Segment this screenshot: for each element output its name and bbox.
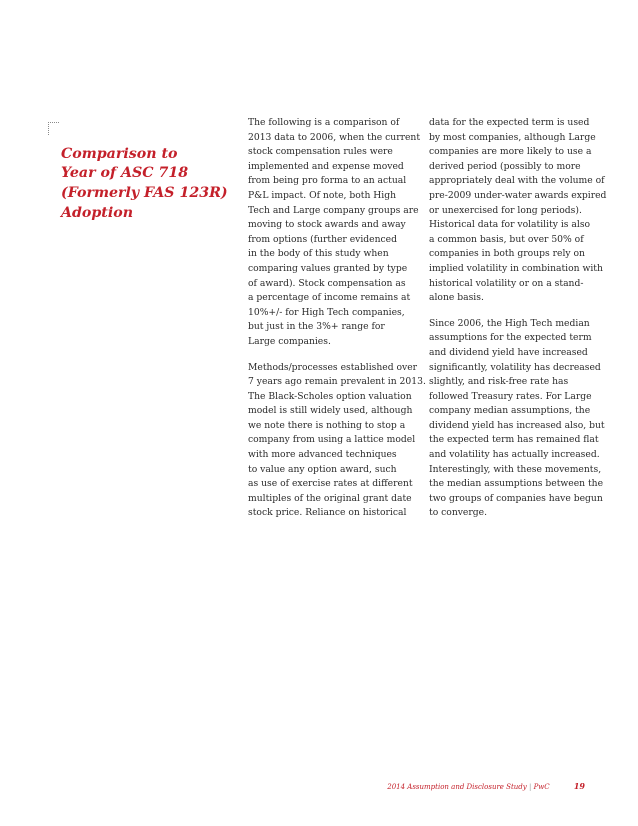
text-line: two groups of companies have begun: [429, 492, 603, 504]
body-column-left: [248, 116, 426, 532]
section-heading-line: Adoption: [61, 204, 134, 221]
text-line: stock price. Reliance on historical: [248, 507, 407, 519]
page-footer: [387, 781, 585, 791]
text-line: implemented and expense moved: [248, 160, 404, 172]
text-line: or unexercised for long periods).: [429, 204, 582, 216]
section-heading-line: (Formerly FAS 123R): [61, 184, 228, 201]
section-heading-line: Comparison to: [61, 145, 178, 162]
text-line: Since 2006, the High Tech median: [429, 317, 590, 329]
body-paragraph: [248, 361, 426, 522]
text-line: and dividend yield have increased: [429, 346, 588, 358]
text-line: slightly, and risk-free rate has: [429, 376, 569, 388]
body-paragraph: [429, 317, 605, 521]
text-line: Tech and Large company groups are: [248, 204, 419, 216]
text-line: moving to stock awards and away: [248, 219, 406, 231]
body-column-right: [429, 116, 605, 532]
text-line: data for the expected term is used: [429, 117, 590, 128]
text-line: comparing values granted by type: [248, 262, 408, 274]
section-heading-line: Year of ASC 718: [61, 165, 189, 182]
text-line: of award). Stock compensation as: [248, 277, 406, 289]
text-line: in the body of this study when: [248, 248, 389, 260]
text-line: alone basis.: [429, 292, 484, 304]
text-line: we note there is nothing to stop a: [248, 419, 406, 431]
text-line: from options (further evidenced: [248, 233, 398, 245]
text-line: significantly, volatility has decreased: [429, 361, 601, 373]
text-line: dividend yield has increased also, but: [429, 419, 605, 431]
text-line: to value any option award, such: [248, 463, 397, 475]
text-line: 2013 data to 2006, when the current: [248, 131, 421, 143]
text-line: to converge.: [429, 507, 487, 519]
text-line: Interestingly, with these movements,: [429, 463, 602, 475]
text-line: a common basis, but over 50% of: [429, 233, 584, 245]
text-line: derived period (possibly to more: [429, 160, 581, 172]
text-line: from being pro forma to an actual: [248, 175, 407, 187]
text-line: companies are more likely to use a: [429, 146, 592, 158]
text-line: model is still widely used, although: [248, 405, 413, 417]
text-line: company median assumptions, the: [429, 405, 591, 417]
text-line: the median assumptions between the: [429, 478, 604, 490]
text-line: 10%+/- for High Tech companies,: [248, 306, 405, 318]
text-line: P&L impact. Of note, both High: [248, 189, 397, 201]
text-line: followed Treasury rates. For Large: [429, 390, 592, 402]
text-line: historical volatility or on a stand-: [429, 277, 584, 289]
corner-dotted-mark: [48, 122, 59, 135]
text-line: 7 years ago remain prevalent in 2013.: [248, 376, 426, 388]
text-line: Large companies.: [248, 335, 331, 347]
body-paragraph: [429, 116, 605, 306]
text-line: Historical data for volatility is also: [429, 219, 591, 231]
footer-study-title: 2014 Assumption and Disclosure Study: [387, 783, 527, 791]
page-number: 19: [573, 781, 585, 791]
text-line: the expected term has remained flat: [429, 434, 599, 446]
text-line: stock compensation rules were: [248, 146, 393, 158]
text-line: Methods/processes established over: [248, 361, 418, 373]
text-line: as use of exercise rates at different: [248, 478, 413, 490]
text-line: multiples of the original grant date: [248, 492, 412, 504]
body-paragraph: [248, 116, 421, 350]
text-line: by most companies, although Large: [429, 131, 596, 143]
text-line: assumptions for the expected term: [429, 332, 592, 344]
text-line: and volatility has actually increased.: [429, 449, 600, 461]
text-line: appropriately deal with the volume of: [429, 175, 605, 187]
text-line: The Black-Scholes option valuation: [248, 390, 412, 402]
text-line: pre-2009 under-water awards expired: [429, 189, 607, 201]
text-line: The following is a comparison of: [248, 117, 400, 128]
text-line: with more advanced techniques: [248, 449, 397, 461]
section-heading: [61, 145, 233, 223]
footer-separator: |: [528, 783, 532, 791]
text-line: implied volatility in combination with: [429, 262, 603, 274]
text-line: company from using a lattice model: [248, 434, 416, 446]
text-line: but just in the 3%+ range for: [248, 321, 385, 333]
text-line: companies in both groups rely on: [429, 248, 585, 260]
text-line: a percentage of income remains at: [248, 292, 411, 304]
footer-brand: PwC: [533, 783, 550, 791]
